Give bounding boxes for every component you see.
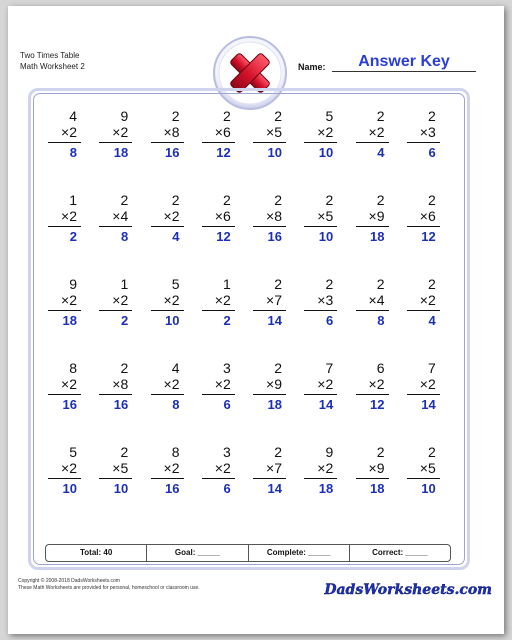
problem-rule	[304, 478, 337, 479]
problem-rule	[99, 310, 132, 311]
multiplicand: 1	[69, 192, 77, 208]
multiplier: ×2	[61, 376, 77, 392]
problem-rule	[202, 310, 235, 311]
multiplicand: 9	[120, 108, 129, 124]
problem-rule	[202, 226, 235, 227]
multiplicand: 2	[376, 276, 385, 292]
multiplicand: 2	[427, 276, 436, 292]
answer: 10	[62, 481, 77, 496]
correct-field: Correct: _____	[372, 548, 428, 557]
problem-item	[245, 276, 296, 360]
name-label: Name:	[298, 62, 326, 72]
multiplicand: 2	[274, 108, 282, 124]
multiplier: ×4	[112, 208, 129, 224]
problem-item	[245, 444, 296, 528]
problems-grid	[40, 108, 450, 528]
problem-rule	[48, 478, 81, 479]
problem-rule	[48, 226, 81, 227]
multiplicand: 2	[171, 192, 180, 208]
multiplier: ×6	[214, 208, 231, 224]
multiplicand: 8	[171, 444, 180, 460]
multiplicand: 2	[325, 276, 334, 292]
multiplier: ×9	[368, 460, 385, 476]
problem-rule	[151, 310, 184, 311]
multiplier: ×3	[419, 124, 436, 140]
multiplicand: 9	[325, 444, 334, 460]
multiplier: ×2	[214, 292, 231, 308]
problem-rule	[48, 310, 81, 311]
problem-rule	[356, 310, 389, 311]
multiplicand: 2	[222, 192, 231, 208]
dadsworksheets-logo	[324, 578, 494, 600]
answer: 8	[172, 397, 180, 412]
multiplicand: 2	[120, 444, 129, 460]
answer: 12	[216, 229, 231, 244]
answer: 8	[377, 313, 385, 328]
problem-item	[245, 192, 296, 276]
problem-rule	[304, 226, 337, 227]
problem-rule	[202, 478, 235, 479]
multiplier: ×2	[163, 208, 180, 224]
problem-rule	[202, 394, 235, 395]
answer: 10	[267, 145, 282, 160]
problem-item	[348, 192, 399, 276]
answer: 4	[428, 313, 436, 328]
multiplicand: 2	[376, 444, 385, 460]
complete-field: Complete: _____	[249, 545, 350, 561]
name-underline	[332, 71, 476, 72]
problem-rule	[304, 310, 337, 311]
answer: 4	[377, 145, 385, 160]
problem-rule	[48, 142, 81, 143]
problem-item	[296, 108, 347, 192]
answer: 18	[62, 313, 77, 328]
problem-item	[91, 276, 142, 360]
multiplicand: 2	[171, 108, 180, 124]
multiplier: ×7	[266, 460, 282, 476]
multiplicand: 2	[427, 444, 436, 460]
multiplicand: 2	[376, 192, 385, 208]
problem-rule	[99, 226, 132, 227]
total-count: Total: 40	[46, 545, 147, 561]
multiplicand: 2	[427, 192, 436, 208]
multiplier: ×4	[368, 292, 385, 308]
answer: 14	[421, 397, 436, 412]
worksheet-title	[20, 50, 85, 72]
problem-item	[296, 360, 347, 444]
answer: 2	[223, 313, 231, 328]
problem-rule	[253, 142, 286, 143]
multiplier: ×2	[61, 208, 77, 224]
multiplier: ×5	[317, 208, 334, 224]
multiplicand: 4	[69, 108, 77, 124]
multiplier: ×2	[214, 376, 231, 392]
problem-item	[194, 276, 245, 360]
problem-item	[348, 444, 399, 528]
problem-item	[40, 360, 91, 444]
answer: 8	[121, 229, 129, 244]
problem-item	[40, 108, 91, 192]
problem-item	[399, 192, 450, 276]
multiplier: ×8	[112, 376, 129, 392]
multiplier: ×3	[317, 292, 334, 308]
answer: 18	[267, 397, 282, 412]
answer: 16	[165, 145, 180, 160]
score-footer	[45, 544, 451, 562]
problem-rule	[48, 394, 81, 395]
multiplicand: 2	[274, 444, 282, 460]
copyright-notice	[18, 578, 200, 592]
multiplier: ×6	[214, 124, 231, 140]
problem-item	[348, 360, 399, 444]
answer: 16	[165, 481, 180, 496]
answer: 10	[113, 481, 129, 496]
answer: 18	[318, 481, 334, 496]
multiplicand: 1	[120, 276, 129, 292]
multiplier: ×9	[368, 208, 385, 224]
multiplier: ×2	[214, 460, 231, 476]
answer: 10	[318, 145, 334, 160]
problem-rule	[407, 310, 440, 311]
problem-item	[143, 276, 194, 360]
answer: 14	[267, 481, 282, 496]
problem-rule	[253, 478, 286, 479]
problem-rule	[151, 226, 184, 227]
title-line-2: Math Worksheet 2	[20, 62, 85, 71]
problem-item	[348, 276, 399, 360]
answer: 10	[421, 481, 436, 496]
problem-rule	[202, 142, 235, 143]
multiplier: ×2	[317, 376, 334, 392]
problem-item	[296, 192, 347, 276]
answer: 18	[370, 229, 385, 244]
answer: 6	[223, 481, 231, 496]
multiplier: ×2	[61, 292, 77, 308]
problem-item	[143, 108, 194, 192]
answer: 10	[165, 313, 180, 328]
answer: 14	[267, 313, 282, 328]
multiplicand: 4	[171, 360, 180, 376]
problem-item	[143, 444, 194, 528]
problem-rule	[407, 478, 440, 479]
multiplier: ×5	[266, 124, 282, 140]
problem-rule	[356, 142, 389, 143]
answer: 14	[318, 397, 334, 412]
answer: 18	[113, 145, 129, 160]
multiplicand: 5	[171, 276, 180, 292]
multiplier: ×2	[419, 292, 436, 308]
multiplicand: 2	[427, 108, 436, 124]
multiplicand: 6	[376, 360, 385, 376]
multiplicand: 7	[325, 360, 334, 376]
problem-rule	[151, 478, 184, 479]
problem-item	[245, 360, 296, 444]
multiplier: ×2	[368, 376, 385, 392]
problem-rule	[407, 226, 440, 227]
answer: 4	[172, 229, 180, 244]
multiplicand: 2	[325, 192, 334, 208]
problem-rule	[151, 142, 184, 143]
problem-item	[91, 360, 142, 444]
multiplicand: 2	[120, 192, 129, 208]
multiplicand: 5	[69, 444, 77, 460]
answer: 8	[69, 145, 77, 160]
multiplier: ×2	[317, 124, 334, 140]
problem-item	[399, 276, 450, 360]
problem-item	[348, 108, 399, 192]
answer: 12	[216, 145, 231, 160]
multiplier: ×2	[61, 460, 77, 476]
problem-rule	[253, 226, 286, 227]
problem-rule	[151, 394, 184, 395]
answer: 2	[69, 229, 77, 244]
multiplier: ×9	[266, 376, 282, 392]
multiplicand: 2	[120, 360, 129, 376]
multiplier: ×2	[317, 460, 334, 476]
answer: 6	[428, 145, 436, 160]
multiplier: ×8	[266, 208, 282, 224]
problem-item	[143, 192, 194, 276]
problem-item	[194, 192, 245, 276]
title-line-1: Two Times Table	[20, 51, 80, 60]
multiplier: ×8	[163, 124, 180, 140]
answer: 10	[318, 229, 334, 244]
problem-rule	[99, 478, 132, 479]
problem-rule	[253, 394, 286, 395]
problem-item	[91, 444, 142, 528]
problem-rule	[407, 142, 440, 143]
problem-rule	[99, 394, 132, 395]
goal-field: Goal: _____	[147, 545, 248, 561]
multiplier: ×2	[112, 292, 129, 308]
problem-item	[245, 108, 296, 192]
problem-item	[40, 444, 91, 528]
problem-item	[194, 360, 245, 444]
multiplier: ×7	[266, 292, 282, 308]
answer: 18	[370, 481, 385, 496]
problem-item	[296, 444, 347, 528]
problem-rule	[407, 394, 440, 395]
multiplier: ×2	[163, 460, 180, 476]
multiplicand: 2	[274, 276, 282, 292]
problem-item	[91, 192, 142, 276]
problem-item	[91, 108, 142, 192]
multiplicand: 7	[427, 360, 436, 376]
multiplicand: 2	[274, 360, 282, 376]
answer: 6	[326, 313, 334, 328]
name-field	[298, 52, 486, 74]
multiplier: ×5	[419, 460, 436, 476]
multiplier: ×2	[163, 292, 180, 308]
answer: 6	[223, 397, 231, 412]
answer: 16	[267, 229, 282, 244]
multiplier: ×5	[112, 460, 129, 476]
answer: 16	[113, 397, 129, 412]
problem-rule	[304, 142, 337, 143]
problem-rule	[356, 394, 389, 395]
multiplicand: 3	[222, 444, 231, 460]
multiplicand: 5	[325, 108, 334, 124]
problem-item	[143, 360, 194, 444]
multiplicand: 1	[222, 276, 231, 292]
problem-item	[194, 444, 245, 528]
problem-rule	[99, 142, 132, 143]
problem-rule	[356, 478, 389, 479]
multiplier: ×6	[419, 208, 436, 224]
multiplicand: 2	[222, 108, 231, 124]
multiplier: ×2	[368, 124, 385, 140]
problem-item	[194, 108, 245, 192]
multiplier: ×2	[112, 124, 129, 140]
multiplicand: 3	[222, 360, 231, 376]
multiplier: ×2	[61, 124, 77, 140]
answer: 16	[62, 397, 77, 412]
multiplicand: 8	[69, 360, 77, 376]
problem-item	[40, 276, 91, 360]
answer: 12	[421, 229, 436, 244]
copyright-line-1: Copyright © 2008-2018 DadsWorksheets.com	[18, 578, 120, 584]
problem-item	[399, 444, 450, 528]
answer-key-label: Answer Key	[358, 53, 450, 70]
problem-item	[399, 108, 450, 192]
problem-rule	[304, 394, 337, 395]
copyright-line-2: These Math Worksheets are provided for personal, homeschool or classroom use.	[18, 585, 200, 591]
answer: 2	[121, 313, 129, 328]
answer: 12	[370, 397, 385, 412]
multiplicand: 2	[376, 108, 385, 124]
problem-rule	[253, 310, 286, 311]
problem-item	[296, 276, 347, 360]
problem-item	[399, 360, 450, 444]
problem-item	[40, 192, 91, 276]
multiplicand: 9	[69, 276, 77, 292]
multiplier: ×2	[163, 376, 180, 392]
logo-text: DadsWorksheets.com	[324, 582, 492, 598]
multiplicand: 2	[274, 192, 282, 208]
multiplier: ×2	[419, 376, 436, 392]
problem-rule	[356, 226, 389, 227]
